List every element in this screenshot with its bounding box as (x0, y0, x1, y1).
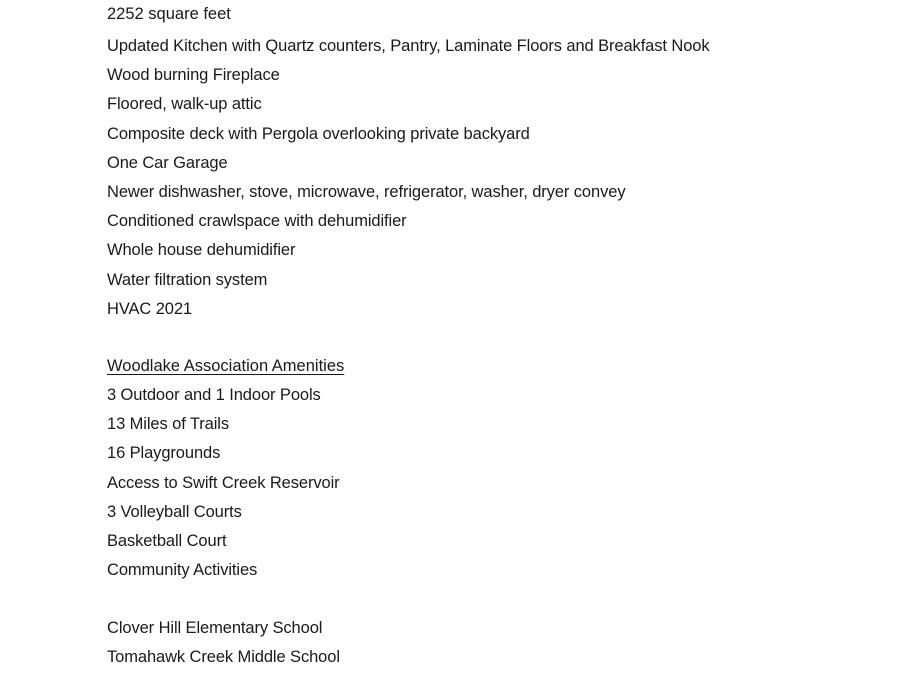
school-item: Tomahawk Creek Middle School (107, 648, 340, 667)
feature-item: Water filtration system (107, 270, 268, 289)
feature-item: Conditioned crawlspace with dehumidifier (107, 212, 407, 231)
amenities-heading: Woodlake Association Amenities (107, 357, 345, 375)
amenities-list (107, 381, 340, 585)
amenity-item: 3 Outdoor and 1 Indoor Pools (107, 386, 321, 404)
feature-item: Whole house dehumidifier (107, 241, 296, 260)
amenity-item: Access to Swift Creek Reservoir (107, 473, 340, 492)
school-item: Clover Hill Elementary School (107, 619, 323, 637)
amenity-item: 13 Miles of Trails (107, 415, 229, 434)
feature-item: Floored, walk-up attic (107, 95, 262, 114)
amenity-item: 16 Playgrounds (107, 444, 221, 463)
features-list (107, 32, 710, 324)
feature-item: One Car Garage (107, 153, 228, 172)
feature-item: Composite deck with Pergola overlooking private backyard (107, 124, 530, 143)
feature-item: HVAC 2021 (107, 299, 193, 318)
amenity-item: Basketball Court (107, 531, 227, 550)
square-footage: 2252 square feet (107, 5, 231, 23)
feature-item: Newer dishwasher, stove, microwave, refrigerator, washer, dryer convey (107, 182, 626, 201)
schools-list (107, 614, 340, 672)
amenity-item: Community Activities (107, 561, 258, 580)
feature-item: Wood burning Fireplace (107, 66, 280, 85)
amenity-item: 3 Volleyball Courts (107, 502, 242, 521)
feature-item: Updated Kitchen with Quartz counters, Pantry, Laminate Floors and Breakfast Nook (107, 37, 710, 55)
